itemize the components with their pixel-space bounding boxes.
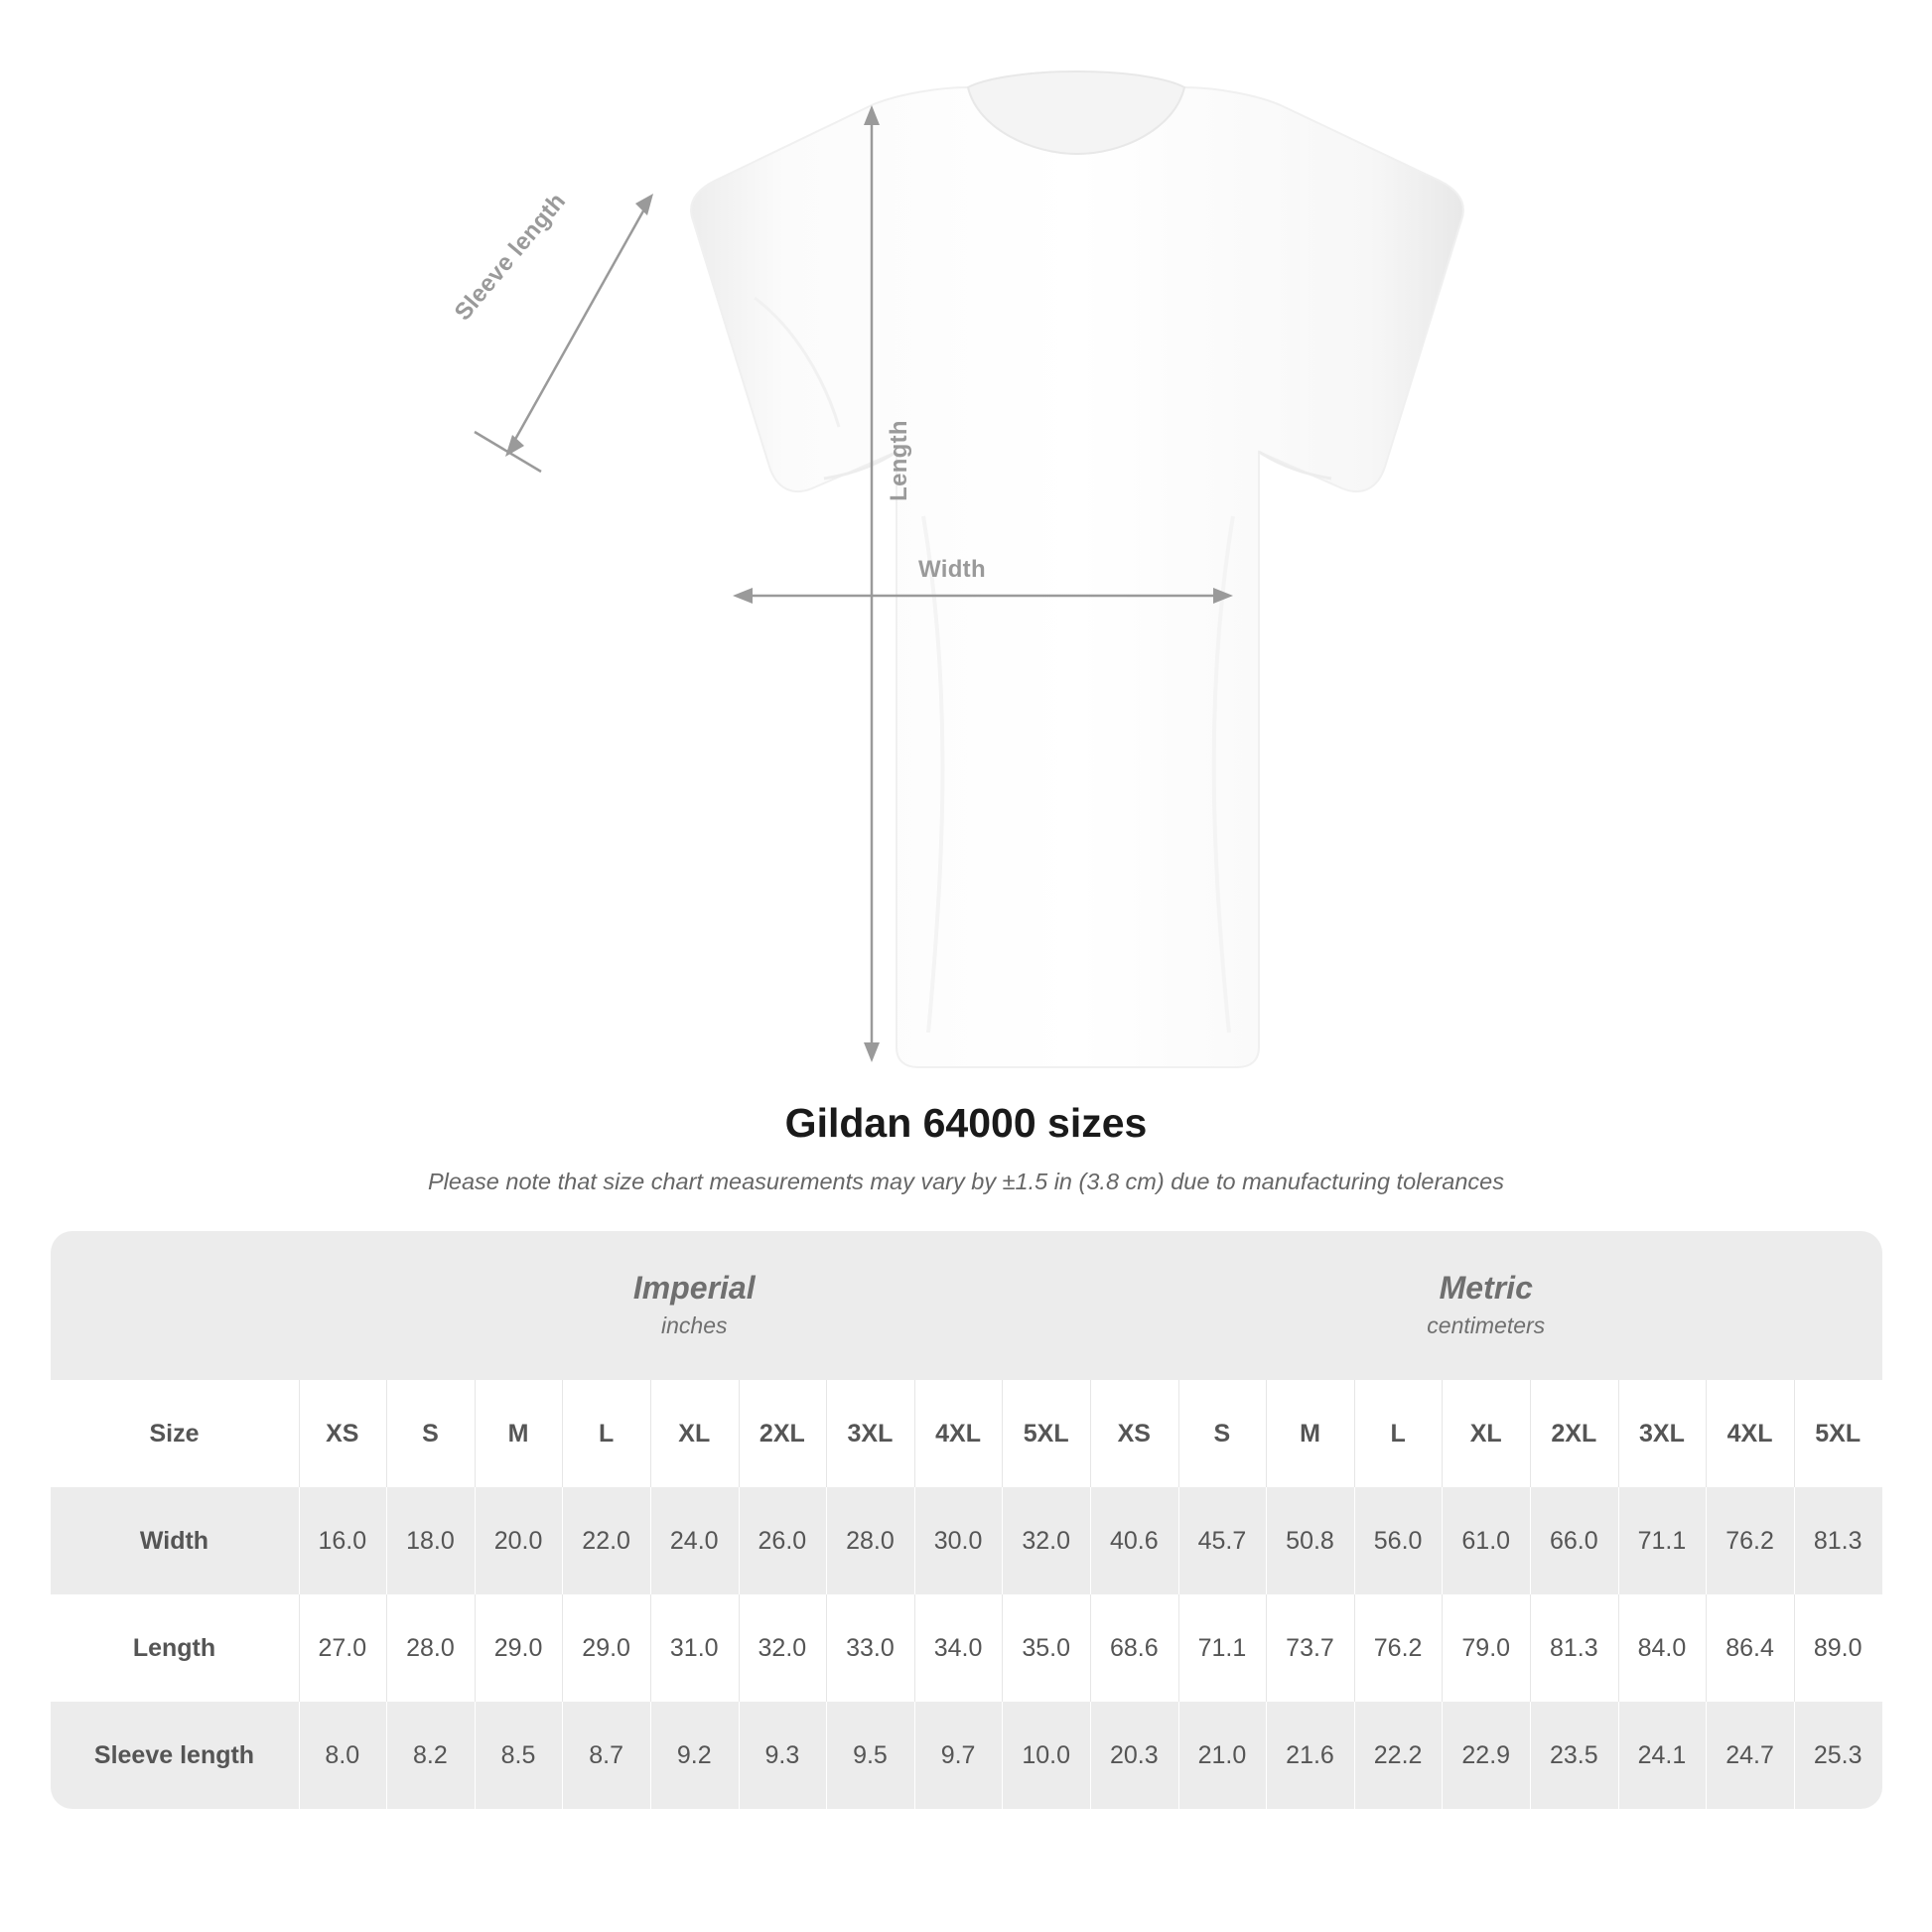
cell-length-metric-4xl: 86.4 <box>1706 1594 1794 1702</box>
cell-sleeve-metric-s: 21.0 <box>1178 1702 1267 1809</box>
size-table-wrapper <box>51 1231 1882 1809</box>
cell-sleeve-metric-m: 21.6 <box>1266 1702 1354 1809</box>
title-block <box>0 1100 1932 1195</box>
cell-length-imperial-s: 28.0 <box>386 1594 475 1702</box>
size-header-metric-3xl: 3XL <box>1618 1380 1707 1487</box>
cell-sleeve-metric-3xl: 24.1 <box>1618 1702 1707 1809</box>
unit-group-imperial-name: Imperial <box>632 1269 756 1306</box>
cell-sleeve-metric-xl: 22.9 <box>1442 1702 1530 1809</box>
cell-length-imperial-xs: 27.0 <box>299 1594 387 1702</box>
cell-sleeve-imperial-xs: 8.0 <box>299 1702 387 1809</box>
cell-length-imperial-2xl: 32.0 <box>739 1594 827 1702</box>
cell-width-imperial-3xl: 28.0 <box>826 1487 914 1594</box>
size-header-imperial-l: L <box>562 1380 650 1487</box>
cell-width-imperial-4xl: 30.0 <box>914 1487 1003 1594</box>
cell-sleeve-imperial-2xl: 9.3 <box>739 1702 827 1809</box>
cell-width-imperial-xl: 24.0 <box>650 1487 739 1594</box>
size-header-row <box>51 1380 1882 1487</box>
cell-length-metric-xl: 79.0 <box>1442 1594 1530 1702</box>
cell-sleeve-metric-xs: 20.3 <box>1090 1702 1178 1809</box>
cell-sleeve-imperial-l: 8.7 <box>562 1702 650 1809</box>
size-header-metric-m: M <box>1266 1380 1354 1487</box>
table-row <box>51 1487 1882 1594</box>
cell-width-metric-s: 45.7 <box>1178 1487 1267 1594</box>
size-header-imperial-2xl: 2XL <box>739 1380 827 1487</box>
cell-width-imperial-s: 18.0 <box>386 1487 475 1594</box>
cell-length-imperial-m: 29.0 <box>475 1594 563 1702</box>
cell-length-metric-xs: 68.6 <box>1090 1594 1178 1702</box>
size-header-metric-xs: XS <box>1090 1380 1178 1487</box>
cell-width-metric-5xl: 81.3 <box>1794 1487 1882 1594</box>
cell-length-metric-3xl: 84.0 <box>1618 1594 1707 1702</box>
cell-length-metric-5xl: 89.0 <box>1794 1594 1882 1702</box>
tshirt-shape <box>691 71 1463 1067</box>
cell-sleeve-metric-2xl: 23.5 <box>1530 1702 1618 1809</box>
unit-group-imperial <box>299 1231 1090 1380</box>
unit-header-spacer <box>51 1231 299 1380</box>
size-header-metric-5xl: 5XL <box>1794 1380 1882 1487</box>
cell-sleeve-imperial-3xl: 9.5 <box>826 1702 914 1809</box>
cell-length-metric-m: 73.7 <box>1266 1594 1354 1702</box>
size-header-imperial-4xl: 4XL <box>914 1380 1003 1487</box>
cell-width-imperial-m: 20.0 <box>475 1487 563 1594</box>
cell-width-imperial-l: 22.0 <box>562 1487 650 1594</box>
cell-length-imperial-4xl: 34.0 <box>914 1594 1003 1702</box>
size-header-metric-4xl: 4XL <box>1706 1380 1794 1487</box>
cell-length-imperial-3xl: 33.0 <box>826 1594 914 1702</box>
size-header-imperial-xs: XS <box>299 1380 387 1487</box>
size-header-metric-s: S <box>1178 1380 1267 1487</box>
cell-sleeve-imperial-s: 8.2 <box>386 1702 475 1809</box>
length-label: Length <box>885 420 912 501</box>
unit-group-metric-name: Metric <box>1439 1269 1533 1306</box>
row-label-width: Width <box>51 1487 299 1594</box>
row-label-length: Length <box>51 1594 299 1702</box>
size-header-imperial-5xl: 5XL <box>1002 1380 1090 1487</box>
cell-length-metric-l: 76.2 <box>1354 1594 1443 1702</box>
cell-sleeve-metric-5xl: 25.3 <box>1794 1702 1882 1809</box>
size-header-metric-2xl: 2XL <box>1530 1380 1618 1487</box>
cell-sleeve-imperial-m: 8.5 <box>475 1702 563 1809</box>
cell-width-metric-m: 50.8 <box>1266 1487 1354 1594</box>
cell-width-metric-4xl: 76.2 <box>1706 1487 1794 1594</box>
size-header-label: Size <box>51 1380 299 1487</box>
tolerance-note: Please note that size chart measurements may vary by ±1.5 in (3.8 cm) due to manufacturing tolerances <box>428 1169 1504 1194</box>
cell-length-imperial-5xl: 35.0 <box>1002 1594 1090 1702</box>
cell-sleeve-metric-4xl: 24.7 <box>1706 1702 1794 1809</box>
width-label: Width <box>918 556 986 583</box>
size-header-imperial-s: S <box>386 1380 475 1487</box>
unit-header-row <box>51 1231 1882 1380</box>
size-header-metric-l: L <box>1354 1380 1443 1487</box>
row-label-sleeve-length: Sleeve length <box>51 1702 299 1809</box>
unit-group-metric-sub: centimeters <box>1427 1311 1546 1338</box>
cell-width-metric-xs: 40.6 <box>1090 1487 1178 1594</box>
cell-length-imperial-l: 29.0 <box>562 1594 650 1702</box>
table-row <box>51 1702 1882 1809</box>
cell-width-imperial-xs: 16.0 <box>299 1487 387 1594</box>
size-header-metric-xl: XL <box>1442 1380 1530 1487</box>
size-header-imperial-xl: XL <box>650 1380 739 1487</box>
cell-width-metric-l: 56.0 <box>1354 1487 1443 1594</box>
cell-sleeve-metric-l: 22.2 <box>1354 1702 1443 1809</box>
size-header-imperial-3xl: 3XL <box>826 1380 914 1487</box>
size-header-imperial-m: M <box>475 1380 563 1487</box>
table-row <box>51 1594 1882 1702</box>
page-title: Gildan 64000 sizes <box>784 1100 1148 1146</box>
cell-width-imperial-2xl: 26.0 <box>739 1487 827 1594</box>
cell-width-metric-2xl: 66.0 <box>1530 1487 1618 1594</box>
cell-width-metric-3xl: 71.1 <box>1618 1487 1707 1594</box>
cell-width-imperial-5xl: 32.0 <box>1002 1487 1090 1594</box>
size-table <box>51 1231 1882 1809</box>
cell-sleeve-imperial-4xl: 9.7 <box>914 1702 1003 1809</box>
sleeve-length-label: Sleeve length <box>449 188 572 327</box>
unit-group-metric <box>1090 1231 1882 1380</box>
cell-length-metric-2xl: 81.3 <box>1530 1594 1618 1702</box>
cell-length-metric-s: 71.1 <box>1178 1594 1267 1702</box>
cell-length-imperial-xl: 31.0 <box>650 1594 739 1702</box>
cell-width-metric-xl: 61.0 <box>1442 1487 1530 1594</box>
cell-sleeve-imperial-5xl: 10.0 <box>1002 1702 1090 1809</box>
cell-sleeve-imperial-xl: 9.2 <box>650 1702 739 1809</box>
unit-group-imperial-sub: inches <box>661 1311 728 1338</box>
